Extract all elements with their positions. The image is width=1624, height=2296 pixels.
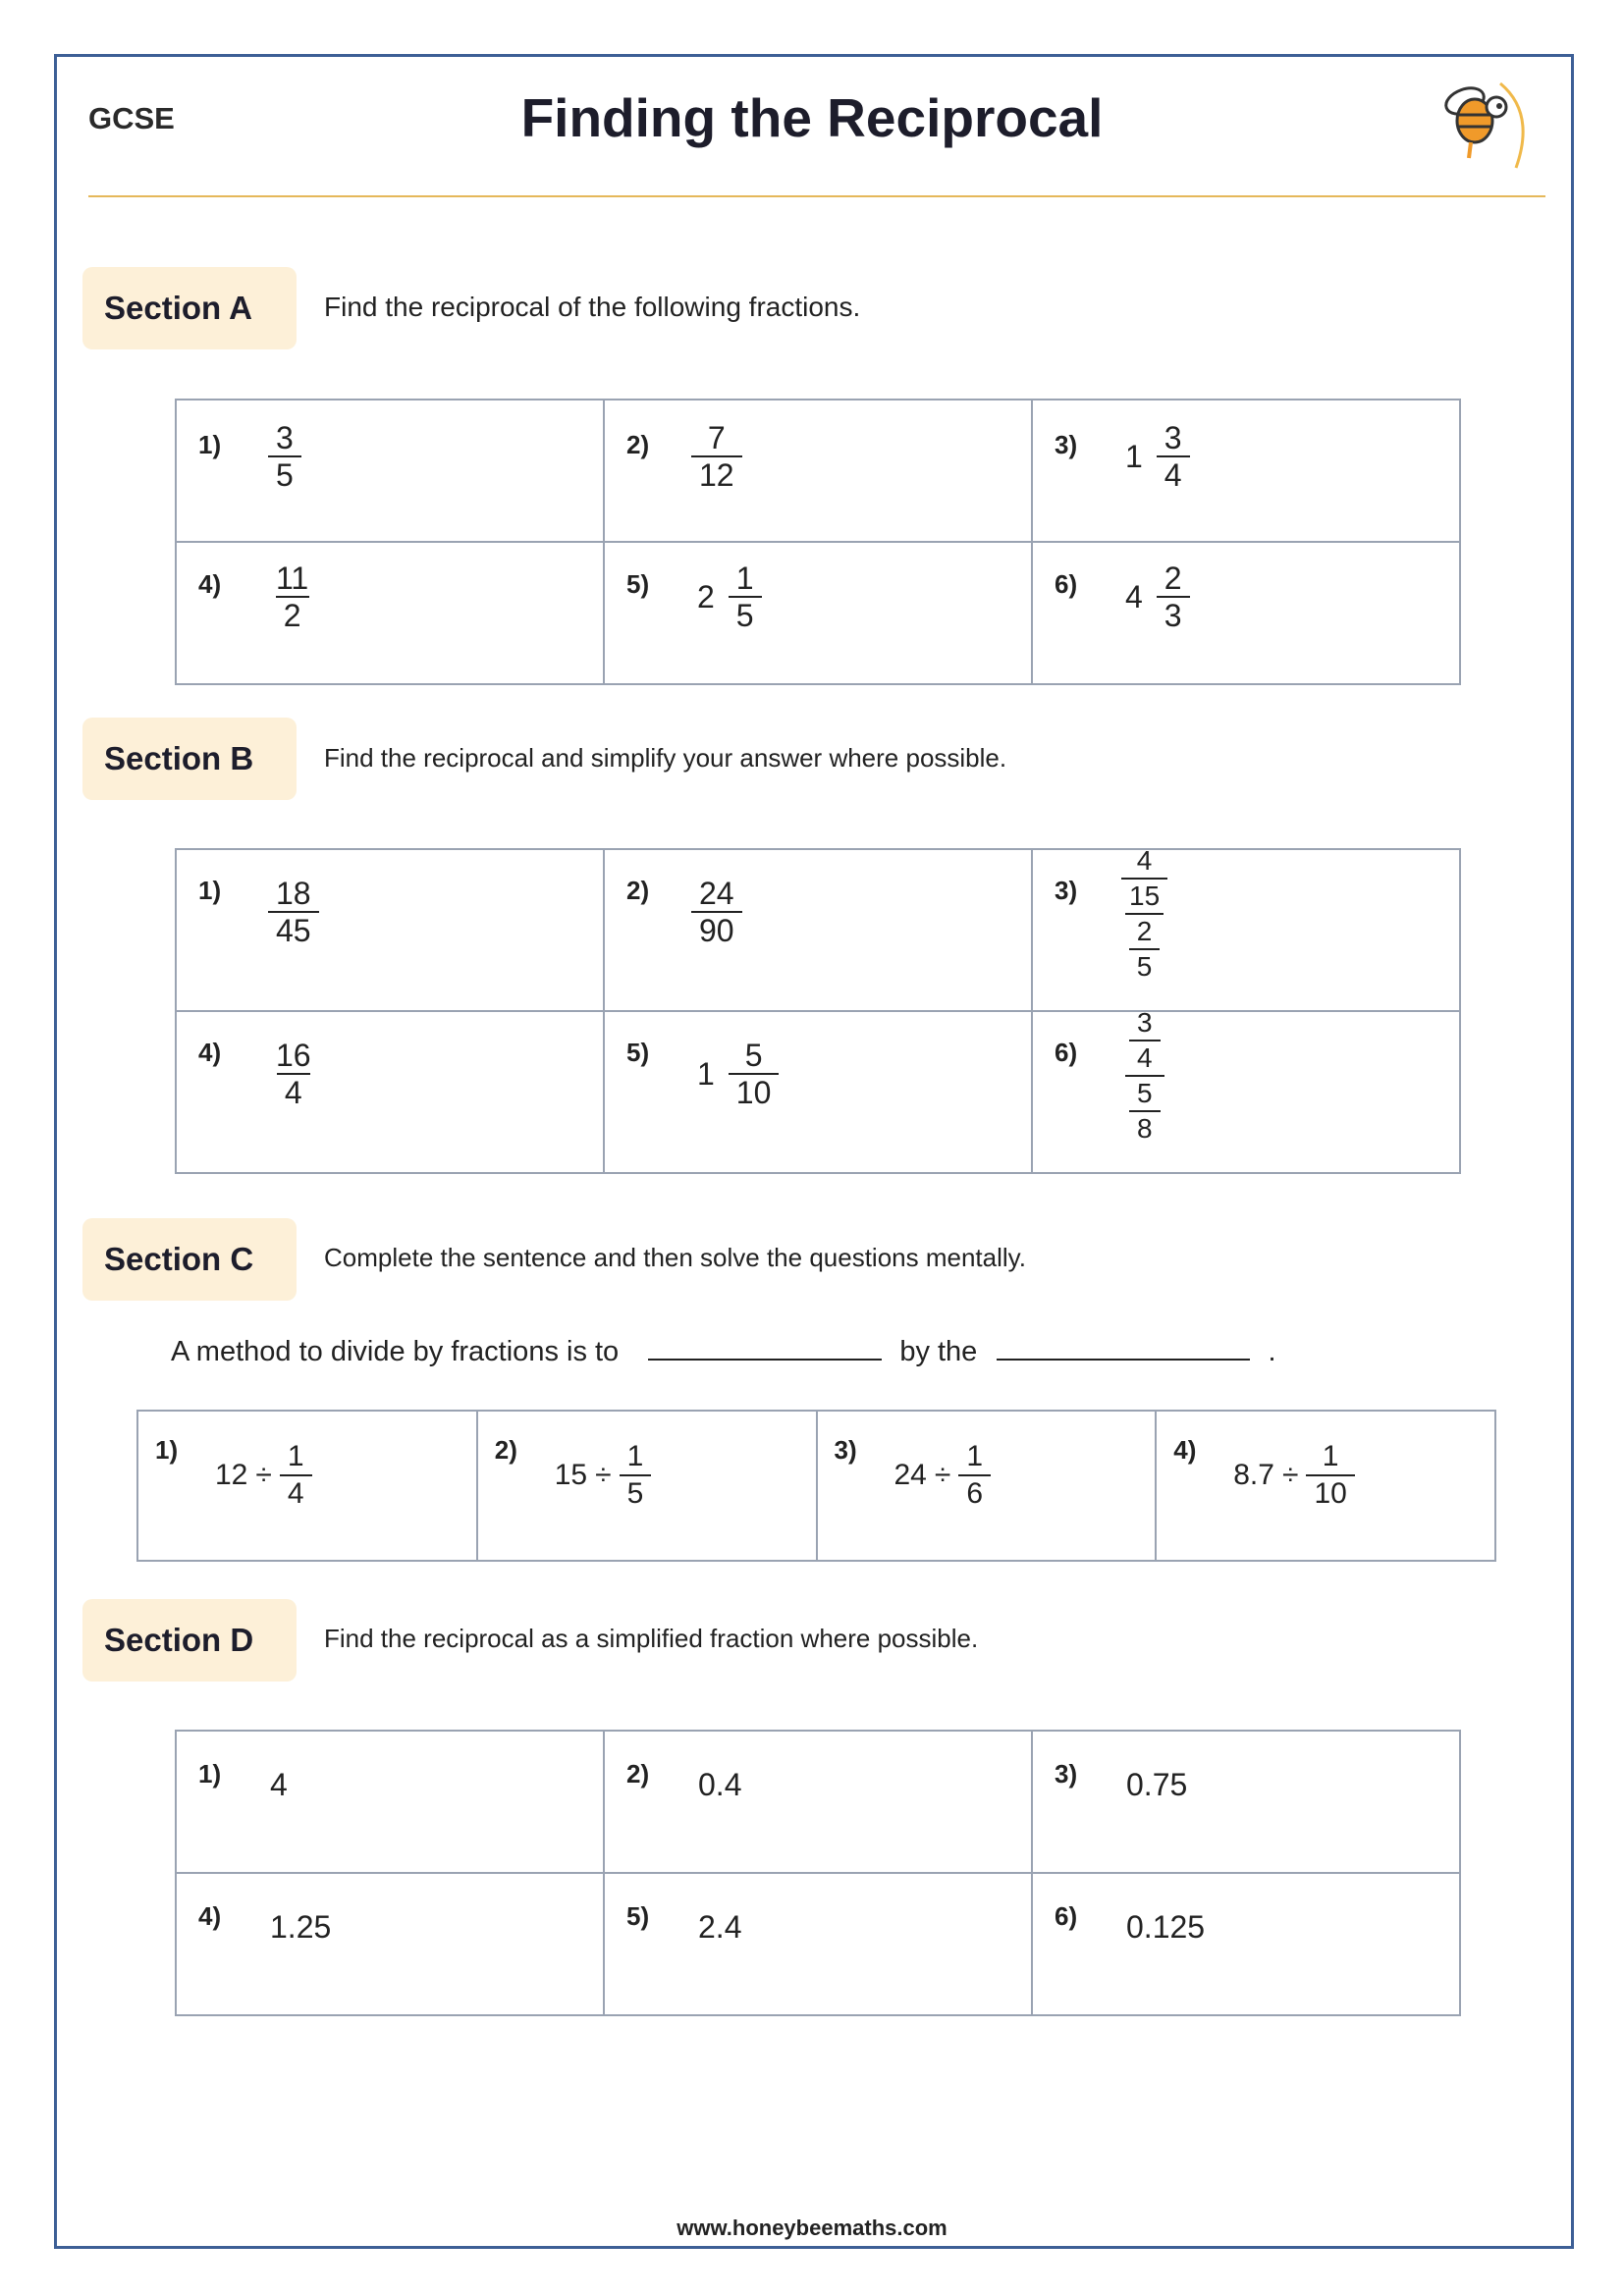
question-cell: 1) 12 ÷ $\frac{1}{4}$ — [137, 1411, 477, 1561]
page-title: Finding the Reciprocal — [520, 87, 1104, 148]
section-d-label: Section D — [82, 1599, 297, 1682]
fraction: $\frac{7}{12}$ — [691, 420, 742, 493]
question-value: 1.25 — [270, 1909, 332, 1945]
bee-logo-icon — [1410, 74, 1538, 172]
answer-blank[interactable] — [648, 1333, 882, 1361]
section-b-label: Section B — [82, 718, 297, 800]
question-value: 0.4 — [698, 1767, 742, 1802]
question-cell: 1) 4 — [176, 1731, 604, 1873]
question-cell: 6) 0.125 — [1032, 1873, 1460, 2015]
question-value: 0.75 — [1126, 1767, 1188, 1802]
complex-fraction: 4 15 2 5 — [1121, 844, 1167, 984]
fraction: $\frac{2}{3}$ — [1157, 561, 1190, 633]
question-value: 4 — [270, 1767, 288, 1802]
question-cell: 2) 15 ÷ $\frac{1}{5}$ — [477, 1411, 817, 1561]
fill-in-sentence: A method to divide by fractions is to by the . — [171, 1333, 1276, 1368]
fraction: $\frac{3}{5}$ — [268, 420, 301, 493]
question-cell: 3) 1 $\frac{3}{4}$ — [1032, 400, 1460, 542]
fraction: $\frac{1}{5}$ — [729, 561, 762, 633]
fraction: $\frac{3}{4}$ — [1157, 420, 1190, 493]
section-a-instruction: Find the reciprocal of the following fractions. — [324, 292, 861, 322]
fraction: $\frac{16}{4}$ — [276, 1038, 311, 1110]
section-a-label: Section A — [82, 267, 297, 349]
fraction: $\frac{24}{90}$ — [691, 876, 742, 948]
question-cell: 3) 4 15 2 5 — [1032, 849, 1460, 1011]
question-cell: 2) $\frac{24}{90}$ — [604, 849, 1032, 1011]
question-cell: 6) 4 $\frac{2}{3}$ — [1032, 542, 1460, 684]
question-cell: 6) 3 4 5 8 — [1032, 1011, 1460, 1173]
question-value: 2.4 — [698, 1909, 742, 1945]
question-cell: 1) $\frac{18}{45}$ — [176, 849, 604, 1011]
question-cell: 3) 0.75 — [1032, 1731, 1460, 1873]
fraction: $\frac{1}{6}$ — [958, 1439, 991, 1512]
question-cell: 4) 8.7 ÷ $\frac{1}{10}$ — [1156, 1411, 1495, 1561]
fraction: $\frac{1}{10}$ — [1306, 1439, 1354, 1512]
footer-url[interactable]: www.honeybeemaths.com — [677, 2216, 947, 2240]
section-c-table — [136, 1410, 1496, 1562]
question-cell: 5) 1 $\frac{5}{10}$ — [604, 1011, 1032, 1173]
fraction: $\frac{1}{5}$ — [620, 1439, 652, 1512]
fraction: $\frac{18}{45}$ — [268, 876, 319, 948]
section-c-label: Section C — [82, 1218, 297, 1301]
fraction: $\frac{11}{2}$ — [276, 561, 309, 633]
fraction: $\frac{1}{4}$ — [280, 1439, 312, 1512]
section-b-instruction: Find the reciprocal and simplify your answer where possible. — [324, 743, 1007, 773]
section-a-table — [175, 399, 1461, 685]
question-cell: 5) 2 $\frac{1}{5}$ — [604, 542, 1032, 684]
complex-fraction: 3 4 5 8 — [1125, 1006, 1164, 1146]
section-b-table — [175, 845, 1461, 1174]
section-c-instruction: Complete the sentence and then solve the questions mentally. — [324, 1243, 1026, 1272]
question-cell: 4) $\frac{16}{4}$ — [176, 1011, 604, 1173]
section-d-table — [175, 1730, 1461, 2016]
question-cell: 5) 2.4 — [604, 1873, 1032, 2015]
header-divider — [88, 195, 1545, 197]
answer-blank[interactable] — [997, 1333, 1250, 1361]
level-label: GCSE — [88, 101, 175, 135]
question-cell: 2) $\frac{7}{12}$ — [604, 400, 1032, 542]
question-cell: 2) 0.4 — [604, 1731, 1032, 1873]
section-d-instruction: Find the reciprocal as a simplified fraction where possible. — [324, 1624, 979, 1653]
question-cell: 1) $\frac{3}{5}$ — [176, 400, 604, 542]
question-cell: 4) $\frac{11}{2}$ — [176, 542, 604, 684]
question-cell: 4) 1.25 — [176, 1873, 604, 2015]
question-cell: 3) 24 ÷ $\frac{1}{6}$ — [817, 1411, 1157, 1561]
question-value: 0.125 — [1126, 1909, 1206, 1945]
fraction: $\frac{5}{10}$ — [729, 1038, 780, 1110]
